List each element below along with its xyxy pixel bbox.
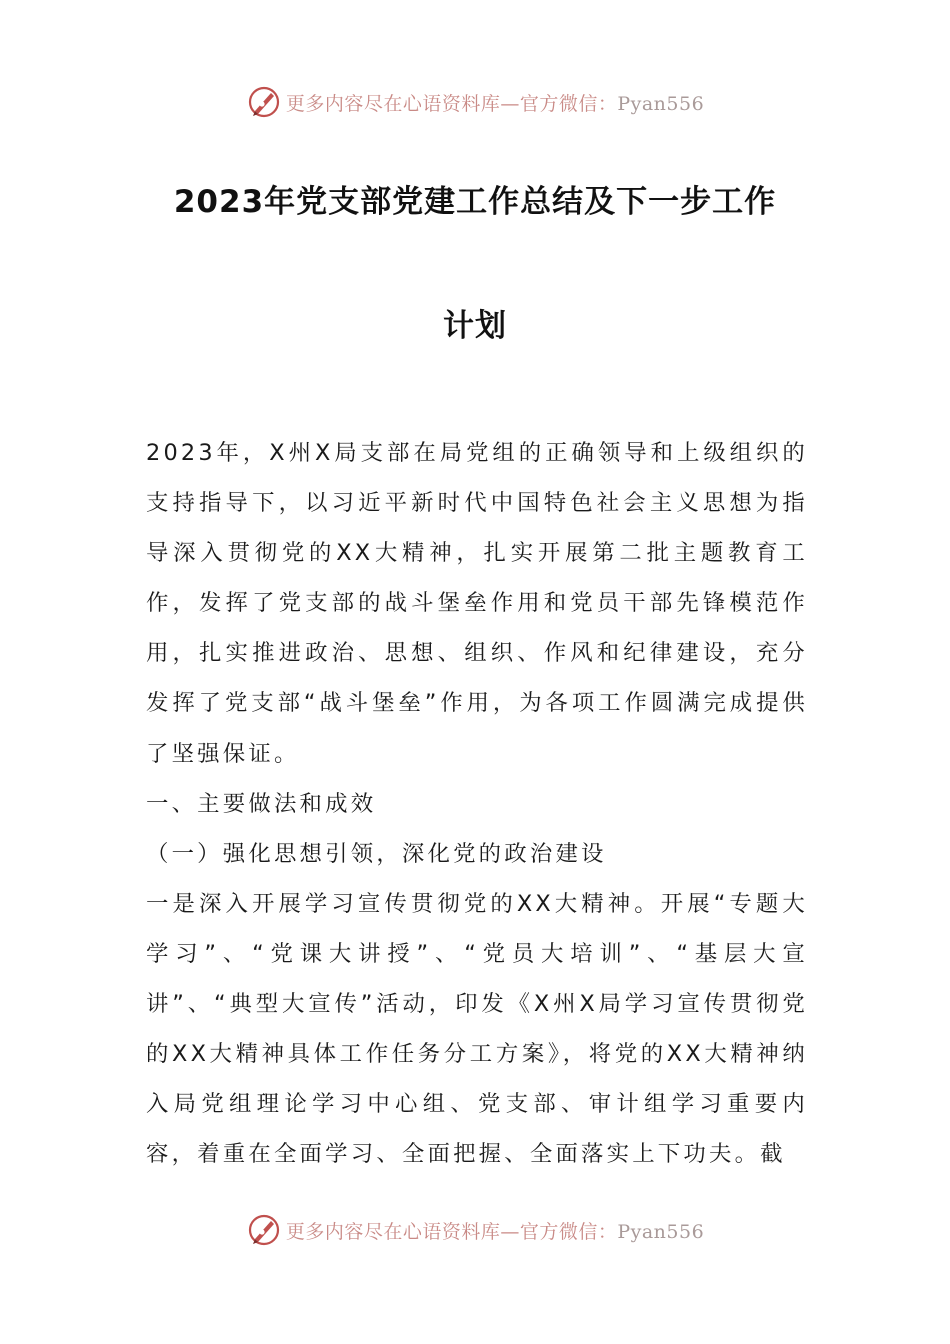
pen-logo-icon — [246, 84, 282, 120]
subsection-heading: （一）强化思想引领，深化党的政治建设 — [146, 840, 607, 867]
wechat-id: Pyan556 — [617, 1220, 705, 1243]
pen-logo-icon — [246, 1212, 282, 1248]
body-paragraph: 一是深入开展学习宣传贯彻党的XX大精神。开展“专题大学习”、“党课大讲授”、“党员大培训”、“基层大宣讲”、“典型大宣传”活动，印发《X州X局学习宣传贯彻党的XX大精神具体工作任务分工方案》，将党的XX大精神纳入局党组理论学习中心组、党支部、审计组学习重要内容，着重在全面学习、全面把握、全面落实上下功夫。截 — [146, 890, 808, 1168]
section-heading: 一、主要做法和成效 — [146, 790, 377, 817]
watermark-text: 更多内容尽在心语资料库—官方微信：Pyan556 — [285, 92, 705, 115]
footer-watermark — [0, 1210, 950, 1250]
wechat-id: Pyan556 — [617, 92, 705, 115]
watermark-text: 更多内容尽在心语资料库—官方微信：Pyan556 — [285, 1220, 705, 1243]
document-title-line2: 计划 — [443, 308, 507, 344]
document-body — [146, 428, 808, 1179]
document-title-line1: 2023年党支部党建工作总结及下一步工作 — [173, 184, 777, 220]
intro-paragraph: 2023年，X州X局支部在局党组的正确领导和上级组织的支持指导下，以习近平新时代中国特色社会主义思想为指导深入贯彻党的XX大精神，扎实开展第二批主题教育工作，发挥了党支部的战斗堡垒作用和党员干部先锋模范作用，扎实推进政治、思想、组织、作风和纪律建设，充分发挥了党支部“战斗堡垒”作用，为各项工作圆满完成提供了坚强保证。 — [146, 440, 808, 767]
header-watermark — [0, 82, 950, 122]
